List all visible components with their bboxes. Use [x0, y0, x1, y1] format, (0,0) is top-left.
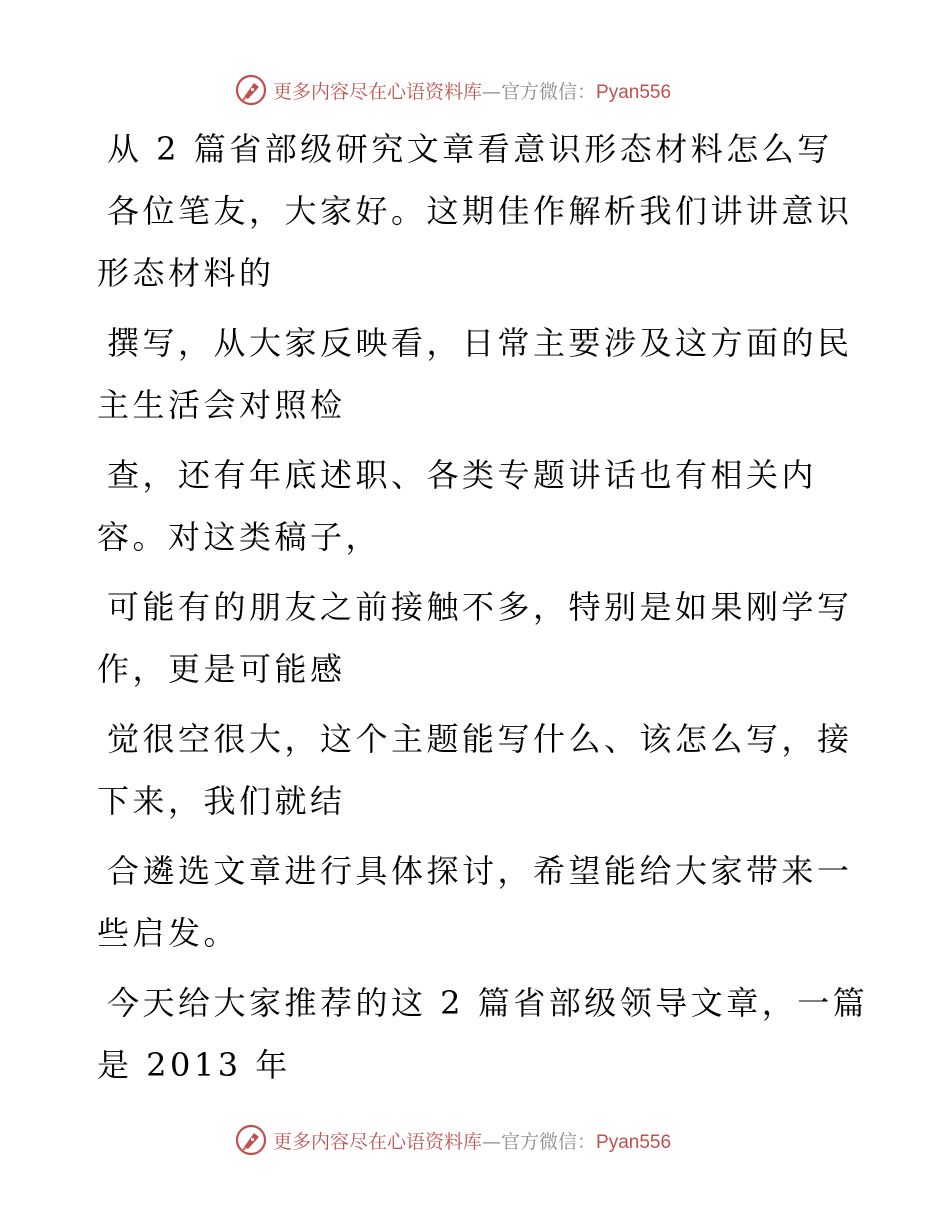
paragraph [97, 708, 857, 832]
paragraph-line: 容。对这类稿子， [97, 518, 382, 556]
paragraph-line: 是 2013 年 [97, 1046, 291, 1084]
paragraph-line: 下来，我们就结 [97, 782, 346, 820]
header-watermark [235, 73, 671, 107]
paragraph [97, 576, 857, 700]
paragraph-line: 今天给大家推荐的这 2 篇省部级领导文章，一篇 [107, 984, 869, 1022]
paragraph-line: 各位笔友，大家好。这期佳作解析我们讲讲意识 [107, 192, 853, 230]
watermark-dash: — [482, 1130, 502, 1153]
watermark-brand: 更多内容尽在心语资料库 [273, 1130, 483, 1153]
paragraph-line: 些启发。 [97, 914, 240, 952]
paragraph [97, 180, 857, 304]
watermark-brand: 更多内容尽在心语资料库 [273, 80, 483, 103]
paragraph-line: 合遴选文章进行具体探讨，希望能给大家带来一 [107, 852, 853, 890]
watermark-id: Pyan556 [596, 81, 672, 103]
paragraph-line: 撰写，从大家反映看，日常主要涉及这方面的民 [107, 324, 853, 362]
paragraph-line: 觉很空很大，这个主题能写什么、该怎么写，接 [107, 720, 853, 758]
paragraph-line: 可能有的朋友之前接触不多，特别是如果刚学写 [107, 588, 853, 626]
watermark-id: Pyan556 [596, 1131, 672, 1153]
paragraph-line: 形态材料的 [97, 254, 275, 292]
watermark-channel: 官方微信： [501, 80, 597, 103]
document-title: 从 2 篇省部级研究文章看意识形态材料怎么写 [107, 130, 833, 168]
watermark-dash: — [482, 80, 502, 103]
watermark-channel: 官方微信： [501, 1130, 597, 1153]
watermark-text [273, 1127, 671, 1154]
paragraph [97, 840, 857, 964]
paragraph [97, 972, 869, 1096]
pen-nib-logo-icon [235, 1124, 267, 1156]
paragraph-line: 查，还有年底述职、各类专题讲话也有相关内 [107, 456, 818, 494]
document-body [97, 118, 869, 1096]
watermark-text [273, 77, 671, 104]
paragraph [97, 444, 857, 568]
footer-watermark [235, 1123, 671, 1157]
pen-nib-logo-icon [235, 74, 267, 106]
paragraph-line: 作，更是可能感 [97, 650, 346, 688]
paragraph-line: 主生活会对照检 [97, 386, 346, 424]
paragraph [97, 312, 857, 436]
